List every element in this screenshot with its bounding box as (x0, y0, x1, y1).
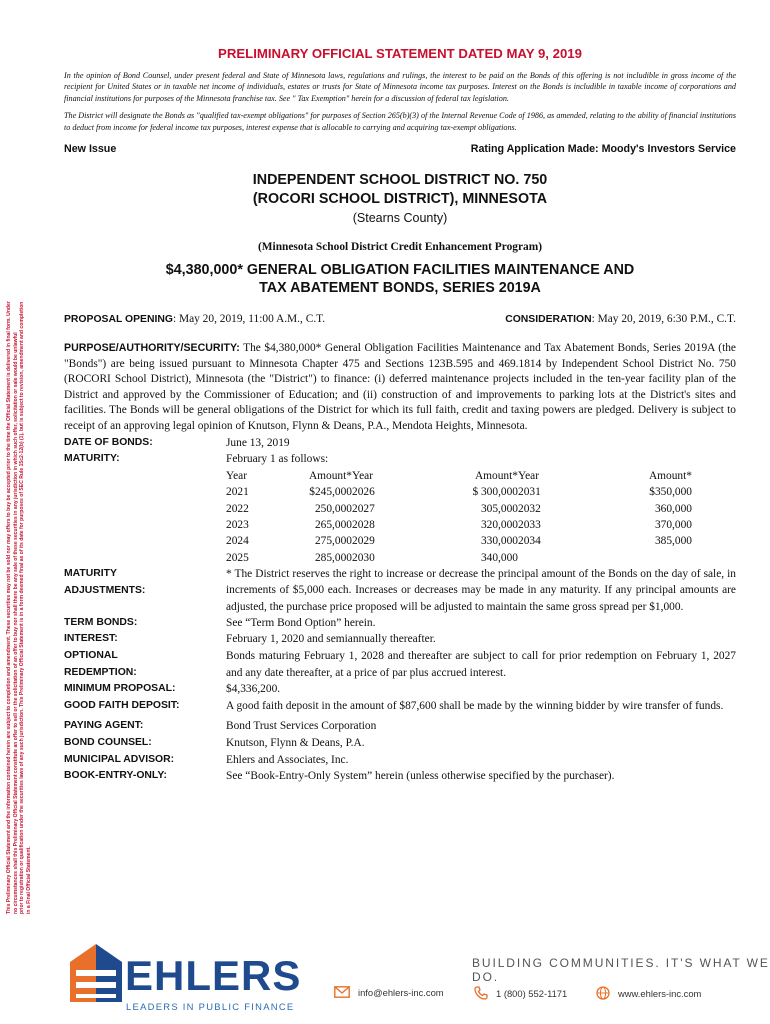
book-entry-label: BOOK-ENTRY-ONLY: (64, 770, 167, 782)
interest-row (64, 631, 736, 648)
book-entry-row (64, 768, 736, 785)
preliminary-title: PRELIMINARY OFFICIAL STATEMENT DATED MAY 9, 2019 (218, 46, 582, 61)
interest-value: February 1, 2020 and semiannually thereafter. (226, 633, 436, 646)
bond-title-line-1: $4,380,000* GENERAL OBLIGATION FACILITIES MAINTENANCE AND (165, 262, 635, 279)
good-faith-deposit-label: GOOD FAITH DEPOSIT: (64, 699, 180, 711)
proposal-opening-label: PROPOSAL OPENING (64, 314, 173, 326)
minimum-proposal-row (64, 681, 736, 698)
maturity-content (226, 451, 736, 566)
issuer-name (64, 171, 736, 209)
website-text: www.ehlers-inc.com (618, 987, 702, 999)
maturity-row (64, 451, 736, 566)
municipal-advisor-row (64, 752, 736, 769)
maturity-adjustments-value: * The District reserves the right to increase or decrease the principal amount of the Bonds on the day of sale, in increments of $5,000 each. Increases or decreases may be made in any maturity. If any principal amounts are adjusted, the purchase price proposed will be adjusted to maintain the same gross spread per $1,000. (226, 568, 736, 613)
maturity-table (226, 468, 736, 566)
purpose-text: The $4,380,000* General Obligation Facilities Maintenance and Tax Abatement Bonds, Series 2019A (the "Bonds") are being issued pursuant to Minnesota Chapter 475 and Sections 123B.595 and 469.1814 by Independent School District No. 750 (ROCORI School District), Minnesota (the "District") to finance: (i) deferred maintenance projects included in the ten-year facility plan of the District and approved by the Commissioner of Education; and (ii) construction of and improvements to parking lots at the District's sites and facilities. The Bonds will be general obligations of the District for which its full faith, credit and taxing powers are pledged. Delivery is subject to receipt of an approving legal opinion of Knutson, Flynn & Deans, P.A., Mendota Heights, Minnesota. (64, 342, 736, 432)
consideration-label: CONSIDERATION (505, 314, 592, 326)
purpose-paragraph (64, 341, 736, 435)
proposal-opening-value: : May 20, 2019, 11:00 A.M., C.T. (172, 313, 326, 326)
optional-redemption-row (64, 648, 736, 681)
good-faith-deposit-value: A good faith deposit in the amount of $87,600 shall be made by the winning bidder by wire transfer of funds. (226, 699, 724, 712)
maturity-amount: 360,000 (654, 502, 692, 515)
maturity-year: 2033 (518, 519, 541, 531)
new-issue-label: New Issue (64, 143, 117, 156)
term-bonds-value: See “Term Bond Option” herein. (226, 616, 376, 629)
maturity-year: 2027 (352, 502, 375, 515)
tax-opinion-paragraph: In the opinion of Bond Counsel, under present federal and State of Minnesota laws, regulations and rulings, the interest to be paid on the Bonds of this offering is not includible in gross income of the recipient for United States or in taxable net income of individuals, estates or trusts for State of Minnesota income tax purposes. Interest on the Bonds is includible in taxable income of corporations and financial institutions for purposes of the Minnesota franchise tax. See " Tax Exemption" herein for a discussion of federal tax legislation. (64, 71, 736, 103)
county-name: (Stearns County) (352, 211, 448, 226)
optional-redemption-label (64, 648, 226, 681)
date-of-bonds-row (64, 435, 736, 452)
disclaimer-line: This Preliminary Official Statement and the information contained herein are subject to completion and amendment. These securities may not be sold nor may offers to buy be accepted prior to the time the Official Statement is delivered in final form. Under (6, 301, 12, 914)
maturity-intro: February 1 as follows: (226, 453, 329, 466)
opening-row (64, 313, 736, 325)
globe-icon (596, 986, 610, 1000)
program-name: (Minnesota School District Credit Enhancement Program) (258, 241, 542, 254)
document-page (64, 46, 736, 785)
website-contact[interactable] (596, 986, 701, 1000)
maturity-amount: 320,000 (480, 519, 518, 531)
maturity-adjustments-label-1: MATURITY (64, 568, 117, 580)
amount-header: Amount* (308, 469, 352, 482)
term-bonds-row (64, 615, 736, 632)
amount-header: Amount* (648, 469, 692, 482)
maturity-amount (584, 550, 692, 566)
municipal-advisor-label: MUNICIPAL ADVISOR: (64, 753, 175, 765)
maturity-amount: 285,000 (314, 551, 352, 564)
maturity-adjustments-label-2: ADJUSTMENTS: (64, 584, 146, 596)
optional-redemption-label-1: OPTIONAL (64, 650, 118, 662)
maturity-amount: 340,000 (480, 551, 518, 564)
minimum-proposal-label: MINIMUM PROPOSAL: (64, 683, 176, 695)
maturity-adjustments-label (64, 566, 226, 615)
book-entry-value: See “Book-Entry-Only System” herein (unless otherwise specified by the purchaser). (226, 770, 615, 783)
contact-bar (334, 979, 744, 1009)
maturity-adjustments-row (64, 566, 736, 615)
maturity-year: 2023 (226, 519, 249, 531)
maturity-year: 2026 (352, 486, 375, 499)
date-of-bonds-value: June 13, 2019 (226, 436, 290, 449)
maturity-year: 2028 (352, 519, 375, 531)
bond-counsel-row (64, 735, 736, 752)
disclaimer-line: in a Final Official Statement. (25, 846, 32, 914)
tax-designation-paragraph: The District will designate the Bonds as "qualified tax-exempt obligations" for purposes of Section 265(b)(3) of the Internal Revenue Code of 1986, as amended, relating to the ability of financial institutions to deduct from income for federal income tax purposes, interest expense that is allocable to carrying and acquiring tax-exempt obligations. (64, 111, 736, 132)
good-faith-deposit-row (64, 698, 736, 715)
issuer-line-2: (ROCORI SCHOOL DISTRICT), MINNESOTA (252, 191, 548, 208)
ehlers-logo-icon (62, 936, 124, 1010)
phone-contact[interactable] (474, 986, 567, 1000)
municipal-advisor-value: Ehlers and Associates, Inc. (226, 753, 349, 766)
maturity-amount: $245,000 (309, 486, 352, 499)
maturity-amount: $350,000 (649, 486, 692, 499)
maturity-amount: 275,000 (314, 535, 352, 548)
bond-title (64, 261, 736, 297)
maturity-amount: 305,000 (480, 502, 518, 515)
bond-counsel-label: BOND COUNSEL: (64, 736, 152, 748)
bond-title-line-2: TAX ABATEMENT BONDS, SERIES 2019A (259, 280, 541, 297)
maturity-year (518, 550, 584, 566)
purpose-label: PURPOSE/AUTHORITY/SECURITY: (64, 342, 240, 355)
term-bonds-label: TERM BONDS: (64, 616, 138, 628)
footer (0, 936, 770, 1024)
rating-label: Rating Application Made: Moody's Investors Service (470, 143, 736, 156)
optional-redemption-value: Bonds maturing February 1, 2028 and thereafter are subject to call for prior redemption on February 1, 2027 and any date thereafter, at a price of par plus accrued interest. (226, 650, 736, 679)
maturity-year: 2029 (352, 535, 375, 548)
disclaimer-line: no circumstances shall this Preliminary Official Statement constitute an offer to sell or the solicitation of an offer to buy nor shall there be any sale of these securities in any jurisdiction in which such offer, solicitation or sale would be unlawful (12, 332, 19, 914)
maturity-year: 2032 (518, 502, 541, 515)
ehlers-logo-text: EHLERS (125, 952, 302, 999)
email-text: info@ehlers-inc.com (358, 986, 444, 998)
maturity-year: 2024 (226, 535, 249, 548)
email-contact[interactable] (334, 986, 444, 998)
interest-label: INTEREST: (64, 633, 118, 645)
maturity-amount: 385,000 (654, 535, 692, 548)
mail-icon (334, 986, 350, 998)
paying-agent-label: PAYING AGENT: (64, 720, 144, 732)
minimum-proposal-value: $4,336,200. (226, 683, 281, 696)
maturity-amount: 330,000 (480, 535, 518, 548)
disclaimer-sidebar (6, 44, 46, 914)
maturity-label: MATURITY: (64, 453, 120, 465)
ehlers-tagline: LEADERS IN PUBLIC FINANCE (126, 1001, 295, 1012)
maturity-amount: 370,000 (654, 519, 692, 531)
paying-agent-value: Bond Trust Services Corporation (226, 720, 377, 733)
maturity-amount: $ 300,000 (472, 486, 518, 499)
slogan: BUILDING COMMUNITIES. IT'S WHAT WE DO. (472, 956, 770, 984)
maturity-amount: 265,000 (314, 519, 352, 531)
maturity-year: 2030 (352, 551, 375, 564)
maturity-year: 2022 (226, 502, 249, 515)
maturity-year: 2021 (226, 486, 249, 499)
maturity-year: 2031 (518, 486, 541, 499)
proposal-opening (64, 313, 325, 325)
maturity-year: 2025 (226, 551, 249, 564)
issue-rating-row (64, 143, 736, 155)
year-header: Year (226, 469, 247, 482)
phone-text: 1 (800) 552-1171 (496, 987, 568, 999)
paying-agent-row (64, 718, 736, 735)
year-header: Year (352, 469, 373, 482)
disclaimer-text (6, 44, 32, 914)
date-of-bonds-label: DATE OF BONDS: (64, 436, 153, 448)
phone-icon (474, 986, 488, 1000)
disclaimer-line: prior to registration or qualification under the securities laws of any such jurisdiction. This Preliminary Official Statement is in a form deemed final as of its date for purposes of SEC Rule 15c2-12(b) (1), but is subject to revision, amendment and completion (19, 301, 26, 914)
optional-redemption-label-2: REDEMPTION: (64, 666, 137, 678)
issuer-line-1: INDEPENDENT SCHOOL DISTRICT NO. 750 (252, 172, 548, 189)
amount-header: Amount* (474, 469, 518, 482)
year-header: Year (518, 469, 539, 482)
maturity-amount: 250,000 (314, 502, 352, 515)
consideration-value: : May 20, 2019, 6:30 P.M., C.T. (591, 313, 736, 326)
bond-counsel-value: Knutson, Flynn & Deans, P.A. (226, 736, 365, 749)
maturity-year: 2034 (518, 535, 541, 548)
consideration (505, 313, 736, 325)
